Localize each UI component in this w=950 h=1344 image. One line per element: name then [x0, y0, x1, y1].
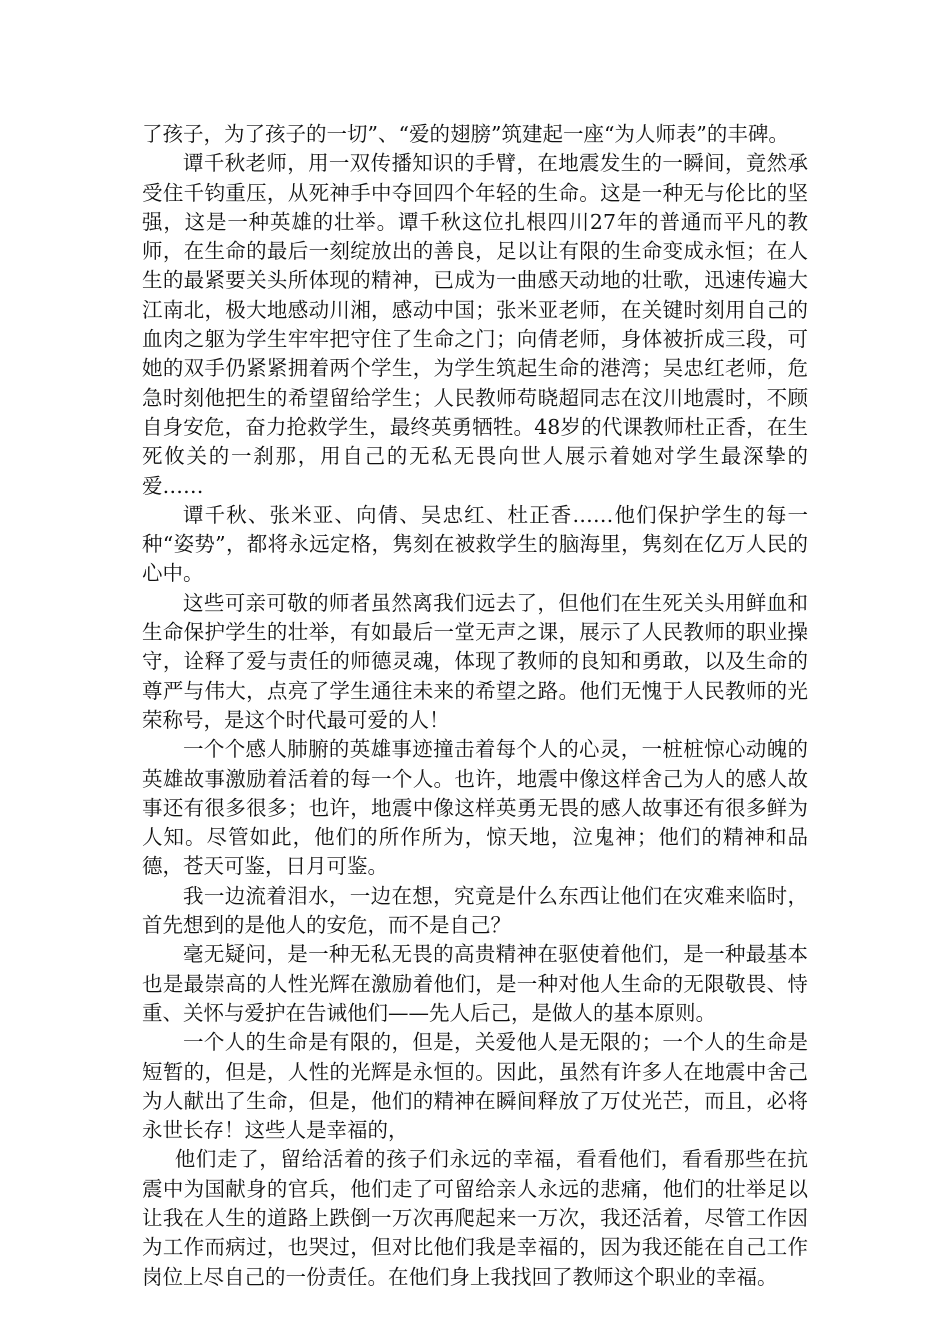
paragraph-7: 毫无疑问，是一种无私无畏的高贵精神在驱使着他们，是一种最基本也是最崇高的人性光辉在激励着他们，是一种对他人生命的无限敬畏、恃重、关怀与爱护在告诫他们——先人后己，是做人的基本原则。 — [142, 942, 808, 1025]
paragraph-9: 他们走了，留给活着的孩子们永远的幸福，看看他们，看看那些在抗震中为国献身的官兵，他们走了可留给亲人永远的悲痛，他们的壮举足以让我在人生的道路上跌倒一万次再爬起来一万次，我还活着，尽管工作因为工作而病过，也哭过，但对比他们我是幸福的，因为我还能在自己工作岗位上尽自己的一份责任。在他们身上我找回了教师这个职业的幸福。 — [142, 1147, 808, 1289]
paragraph-6: 我一边流着泪水，一边在想，究竟是什么东西让他们在灾难来临时，首先想到的是他人的安危，而不是自己？ — [142, 883, 808, 938]
paragraph-4: 这些可亲可敬的师者虽然离我们远去了，但他们在生死关头用鲜血和生命保护学生的壮举，有如最后一堂无声之课，展示了人民教师的职业操守，诠释了爱与责任的师德灵魂，体现了教师的良知和勇敢，以及生命的尊严与伟大，点亮了学生通往未来的希望之路。他们无愧于人民教师的光荣称号，是这个时代最可爱的人！ — [142, 590, 808, 732]
paragraph-5: 一个个感人肺腑的英雄事迹撞击着每个人的心灵，一桩桩惊心动魄的英雄故事激励着活着的每一个人。也许，地震中像这样舍己为人的感人故事还有很多很多；也许，地震中像这样英勇无畏的感人故事还有很多鲜为人知。尽管如此，他们的所作所为，惊天地，泣鬼神；他们的精神和品德，苍天可鉴，日月可鉴。 — [142, 737, 808, 879]
paragraph-3: 谭千秋、张米亚、向倩、吴忠红、杜正香……他们保护学生的每一种“姿势”，都将永远定格，隽刻在被救学生的脑海里，隽刻在亿万人民的心中。 — [142, 502, 808, 586]
document-page — [142, 120, 808, 1292]
paragraph-1: 了孩子，为了孩子的一切”、“爱的翅膀”筑建起一座“为人师表”的丰碑。 — [142, 122, 789, 146]
paragraph-2: 谭千秋老师，用一双传播知识的手臂，在地震发生的一瞬间，竟然承受住千钧重压，从死神手中夺回四个年轻的生命。这是一种无与伦比的坚强，这是一种英雄的壮举。谭千秋这位扎根四川27年的普通而平凡的教师，在生命的最后一刻绽放出的善良，足以让有限的生命变成永恒；在人生的最紧要关头所体现的精神，已成为一曲感天动地的壮歌，迅速传遍大江南北，极大地感动川湘，感动中国；张米亚老师，在关键时刻用自己的血肉之躯为学生牢牢把守住了生命之门；向倩老师，身体被折成三段，可她的双手仍紧紧拥着两个学生，为学生筑起生命的港湾；吴忠红老师，危急时刻他把生的希望留给学生；人民教师苟晓超同志在汶川地震时，不顾自身安危，奋力抢救学生，最终英勇牺牲。48岁的代课教师杜正香，在生死攸关的一刹那，用自己的无私无畏向世人展示着她对学生最深挚的爱…… — [142, 151, 808, 498]
paragraph-8: 一个人的生命是有限的，但是，关爱他人是无限的；一个人的生命是短暂的，但是，人性的光辉是永恒的。因此，虽然有许多人在地震中舍己为人献出了生命，但是，他们的精神在瞬间释放了万仗光芒，而且，必将永世长存！这些人是幸福的， — [142, 1030, 808, 1143]
